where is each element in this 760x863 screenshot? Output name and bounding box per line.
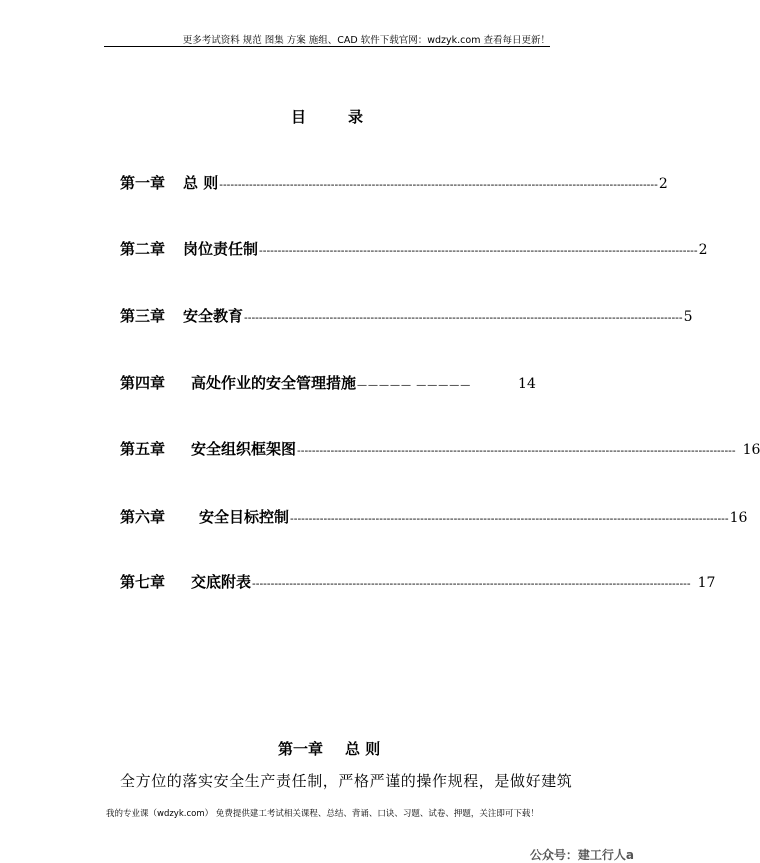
toc-title-char-1: 目 — [291, 108, 349, 126]
toc-chapter: 第二章 — [120, 240, 166, 258]
toc-page-number: 5 — [683, 309, 693, 325]
toc-title-char-2: 录 — [348, 108, 406, 126]
toc-leader: ---------------------------------------------------------------------------------------------------------------------- — [252, 577, 691, 590]
toc-entry-title: 岗位责任制 — [183, 240, 259, 258]
toc-page-number: 17 — [697, 575, 716, 591]
toc-entry-title: 安全目标控制 — [199, 508, 290, 526]
toc-row[interactable] — [120, 238, 708, 259]
toc-row[interactable] — [120, 438, 760, 459]
section-heading — [278, 738, 380, 759]
toc-leader: ————— ————— — [357, 380, 472, 391]
toc-entry-title: 安全教育 — [183, 307, 244, 325]
toc-entry-title: 高处作业的安全管理措施 — [191, 374, 357, 392]
toc-entry-title: 总 则 — [183, 174, 219, 192]
toc-row[interactable] — [120, 506, 748, 527]
toc-row[interactable] — [120, 305, 693, 326]
toc-chapter: 第三章 — [120, 307, 166, 325]
toc-entry-title: 交底附表 — [191, 573, 252, 591]
toc-chapter: 第一章 — [120, 174, 166, 192]
toc-entry-title: 安全组织框架图 — [191, 440, 297, 458]
toc-leader: ---------------------------------------------------------------------------------------------------------------------- — [244, 311, 683, 324]
body-paragraph: 全方位的落实安全生产责任制，严格严谨的操作规程，是做好建筑 — [120, 772, 573, 790]
page-footer-text: 我的专业课（wdzyk.com） 免费提供建工考试相关课程、总结、背诵、口诀、习题、试卷、押题，关注即可下载！ — [106, 809, 539, 819]
toc-leader: ---------------------------------------------------------------------------------------------------------------------- — [297, 444, 736, 457]
toc-chapter: 第五章 — [120, 440, 166, 458]
toc-page-number: 14 — [518, 376, 536, 392]
section-title: 总 则 — [345, 740, 381, 758]
toc-chapter: 第六章 — [120, 508, 166, 526]
toc-row[interactable] — [120, 372, 548, 393]
toc-leader: ---------------------------------------------------------------------------------------------------------------------- — [290, 512, 729, 525]
toc-page-number: 2 — [698, 242, 708, 258]
watermark: 公众号：建工行人a — [529, 848, 634, 862]
page-header-text: 更多考试资料 规范 图集 方案 施组、CAD 软件下载官网：wdzyk.com 查看每日更新！ — [182, 35, 550, 46]
toc-page-number: 2 — [658, 176, 668, 192]
toc-chapter: 第四章 — [120, 374, 166, 392]
toc-row[interactable] — [120, 172, 668, 193]
section-chapter: 第一章 — [278, 740, 324, 758]
toc-page-number: 16 — [729, 510, 748, 526]
toc-chapter: 第七章 — [120, 573, 166, 591]
toc-leader: ---------------------------------------------------------------------------------------------------------------------- — [219, 178, 658, 191]
toc-leader: ---------------------------------------------------------------------------------------------------------------------- — [259, 244, 698, 257]
table-of-contents — [120, 0, 760, 620]
toc-page-number: 16 — [742, 442, 760, 458]
toc-row[interactable] — [120, 571, 716, 592]
